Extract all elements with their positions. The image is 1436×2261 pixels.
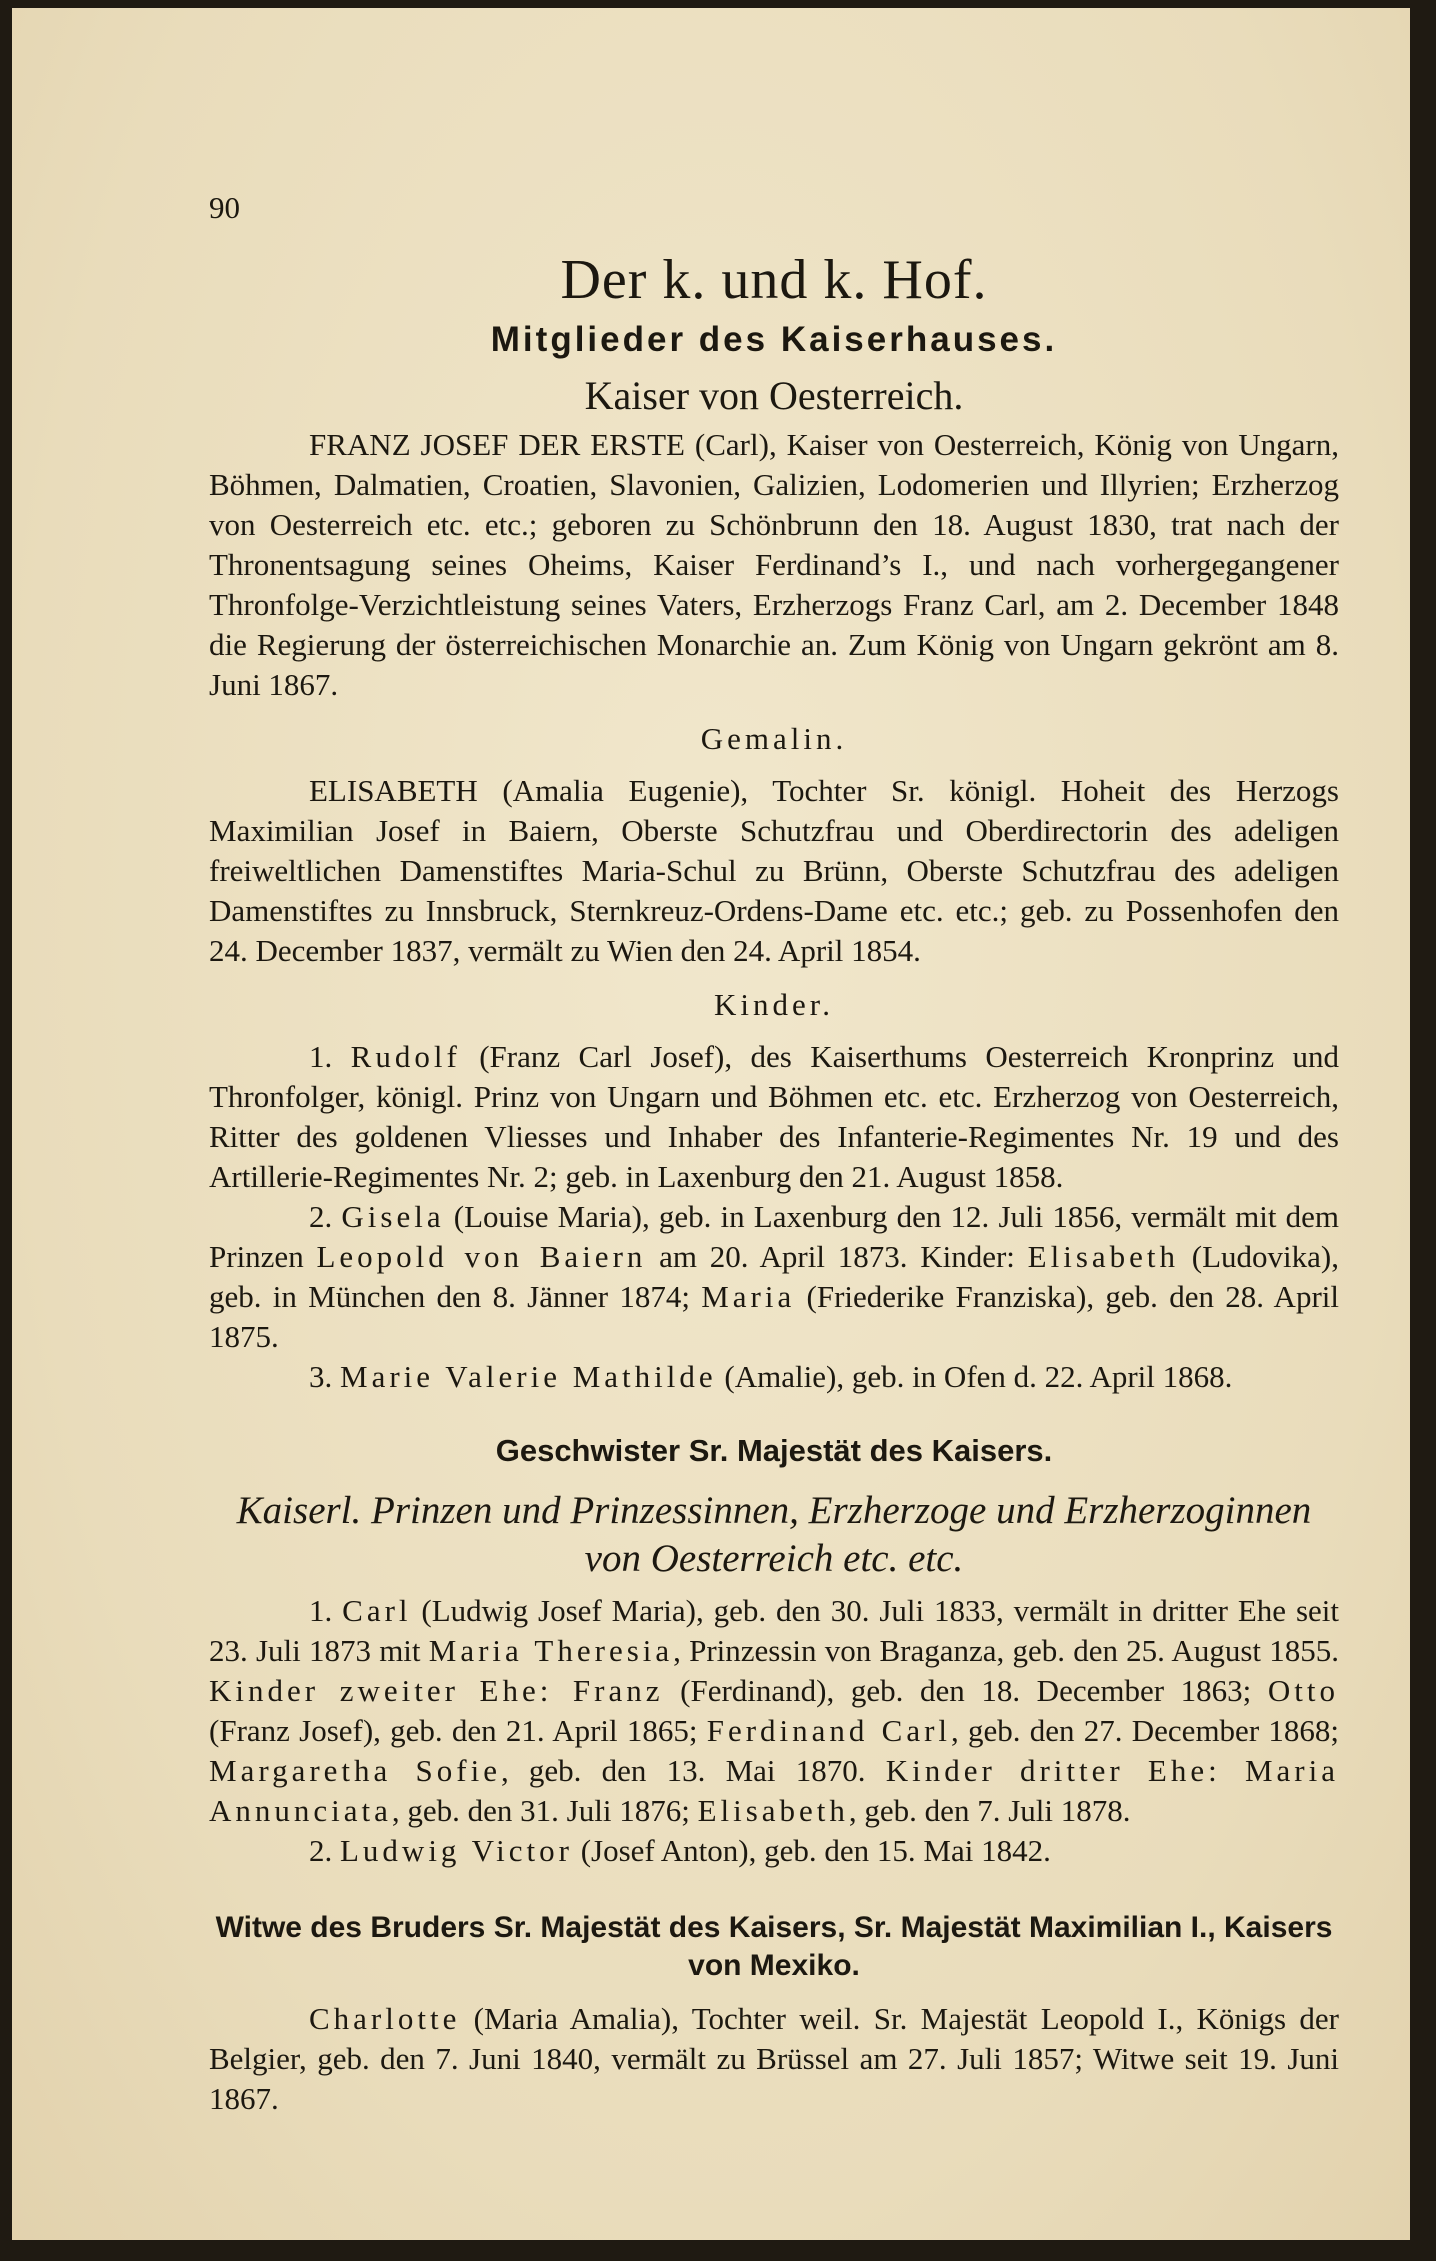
section-heading-widow: Witwe des Bruders Sr. Majestät des Kaisers, Sr. Majestät Maximilian I., Kaisers von Mexiko. xyxy=(215,1911,1333,1982)
child-name: Gisela xyxy=(341,1199,445,1234)
paragraph-child-3: 3. Marie Valerie Mathilde (Amalie), geb. in Ofen d. 22. April 1868. xyxy=(309,1359,1233,1394)
paragraph-consort: ELISABETH (Amalia Eugenie), Tochter Sr. königl. Hoheit des Herzogs Maximilian Josef in Baiern, Oberste Schutzfrau und Oberdirectorin des adeligen freiweltlichen Damenstiftes Maria-Schul zu Brünn, Oberste Schutzfrau des adeligen Damenstiftes zu Innsbruck, Sternkreuz-Ordens-Dame etc. etc.; geb. zu Possenhofen den 24. December 1837, vermält zu Wien den 24. April 1854. xyxy=(209,773,1339,968)
paragraph-child-2: 2. Gisela (Louise Maria), geb. in Laxenburg den 12. Juli 1856, vermält mit dem Prinzen Leopold von Baiern am 20. April 1873. Kinder: Elisabeth (Ludovika), geb. in München den 8. Jänner 1874; Maria (Friederike Franziska), geb. den 28. April 1875. xyxy=(209,1199,1339,1354)
child-name: Marie Valerie Mathilde xyxy=(340,1359,717,1394)
subheading-emperor: Kaiser von Oesterreich. xyxy=(584,373,964,418)
page-number: 90 xyxy=(209,190,240,225)
emperor-name: FRANZ JOSEF DER ERSTE xyxy=(309,427,685,462)
paragraph-emperor: FRANZ JOSEF DER ERSTE (Carl), Kaiser von Oesterreich, König von Ungarn, Böhmen, Dalmatien, Croatien, Slavonien, Galizien, Lodomerien und Illyrien; Erzherzog von Oesterreich etc. etc.; geboren zu Schönbrunn den 18. August 1830, trat nach der Thronentsagung seines Oheims, Kaiser Ferdinand’s I., und nach vorhergegangener Thronfolge-Verzichtleistung seines Vaters, Erzherzogs Franz Carl, am 2. December 1848 die Regierung der österreichischen Monarchie an. Zum König von Ungarn gekrönt am 8. Juni 1867. xyxy=(209,427,1339,702)
section-heading-imperial-house: Mitglieder des Kaiserhauses. xyxy=(490,320,1058,359)
subheading-archdukes: Kaiserl. Prinzen und Prinzessinnen, Erzherzoge und Erzherzoginnen von Oesterreich etc. etc. xyxy=(236,1489,1312,1580)
page-content xyxy=(209,178,1339,2119)
paragraph-sibling-2: 2. Ludwig Victor (Josef Anton), geb. den 15. Mai 1842. xyxy=(309,1833,1051,1868)
paragraph-widow: Charlotte (Maria Amalia), Tochter weil. Sr. Majestät Leopold I., Königs der Belgier, geb. den 7. Juni 1840, vermält zu Brüssel am 27. Juli 1857; Witwe seit 19. Juni 1867. xyxy=(209,2001,1339,2116)
section-heading-siblings: Geschwister Sr. Majestät des Kaisers. xyxy=(495,1433,1053,1468)
paragraph-child-1: 1. Rudolf (Franz Carl Josef), des Kaiserthums Oesterreich Kronprinz und Thronfolger, königl. Prinz von Ungarn und Böhmen etc. etc. Erzherzog von Oesterreich, Ritter des goldenen Vliesses und Inhaber des Infanterie-Regimentes Nr. 19 und des Artillerie-Regimentes Nr. 2; geb. in Laxenburg den 21. August 1858. xyxy=(209,1039,1339,1194)
label-children: Kinder. xyxy=(713,987,835,1022)
child-name: Rudolf xyxy=(350,1039,461,1074)
book-page xyxy=(12,8,1410,2240)
paragraph-sibling-1: 1. Carl (Ludwig Josef Maria), geb. den 30. Juli 1833, vermält in dritter Ehe seit 23. Juli 1873 mit Maria Theresia, Prinzessin von Braganza, geb. den 25. August 1855. Kinder zweiter Ehe: Franz (Ferdinand), geb. den 18. December 1863; Otto (Franz Josef), geb. den 21. April 1865; Ferdinand Carl, geb. den 27. December 1868; Margaretha Sofie, geb. den 13. Mai 1870. Kinder dritter Ehe: Maria Annunciata, geb. den 31. Juli 1876; Elisabeth, geb. den 7. Juli 1878. xyxy=(209,1593,1339,1828)
consort-name: ELISABETH xyxy=(309,773,478,808)
label-consort: Gemalin. xyxy=(700,721,848,756)
page-title: Der k. und k. Hof. xyxy=(560,249,988,311)
